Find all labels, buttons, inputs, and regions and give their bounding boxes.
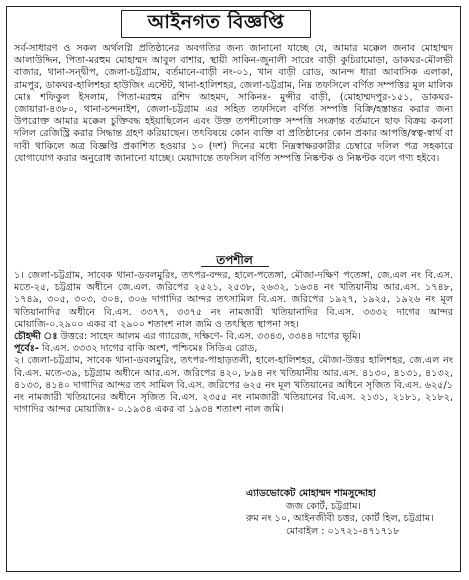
east-line bbox=[14, 343, 453, 355]
signature-block bbox=[246, 488, 456, 538]
schedule-heading: তপশীল bbox=[216, 253, 253, 267]
notice-body bbox=[14, 43, 453, 165]
signature-name: এ্যাডভোকেট মোহাম্মদ শামসুদ্দোহা bbox=[246, 488, 376, 499]
boundary-text: উত্তরে: সাহেদ আলম এর গ্যারেজ, দক্ষিণে- বি.এস. ৩৩৪৩, ৩৩৪৪ দাগের ভূমি। bbox=[60, 331, 361, 343]
schedule-item-2: ২। জেলা-চট্টগ্রাম, সাবেক থানা-ডবলমুরিং, তৎপর-পাহাড়তলী, হালে-হালিশহর, মৌজা-উত্তর হালিশহর, জে.এল নং বি.এস. মতে-৩৯, চট্টগ্রাম অধীনে আর.এস. জরিপের ৪২০, ৮৯৪ নং খতিয়ানীয় আর.এস. ৪১৩০, ৪১৩১, ৪১৩২, ৪১৩৩, ৪১৪০ দাগাদির আন্দর তৎ সামিল বি.এস. জরিপের ৬২৫ নং মূল খতিয়ানের অধিনে সৃজিত বি.এস. ৬২৫/১ নং নামজারী খতিয়ানের অধীনে সৃজিত বি.এস. ২৩৫৫ নং নামজারী খতিয়ানের বি.এস. ২১৩১, ২১৮১, ২১৮২, দাগাদির আন্দর মোয়াজিঃ- ০.১৯৩৪ একর বা ১৯৩৪ শতাংশ নাল জমি। bbox=[14, 355, 453, 416]
signature-mobile: মোবাইল : ০১৭২১-৪৭১৭১৮ bbox=[286, 525, 400, 537]
schedule-section bbox=[14, 270, 453, 416]
signature-address: রুম নং ১০, আইনজীবী চত্তর, কোর্ট হিল, চট্টগ্রাম। bbox=[246, 513, 434, 525]
east-label: পূর্বেঃ- bbox=[14, 343, 39, 355]
boundary-label: চৌহদ্দী ঃ bbox=[14, 331, 58, 343]
signature-court: জজ কোর্ট, চট্টগ্রাম। bbox=[286, 500, 361, 512]
notice-title-box bbox=[121, 10, 311, 38]
notice-title: আইনগত বিজ্ঞপ্তি bbox=[147, 11, 285, 33]
notice-paragraph: সর্ব-সাধারণ ও সকল অর্থলগ্নি প্রতিষ্ঠানের অবগতির জন্য জানানো যাচ্ছে যে, আমার মক্কেল জনাব মোহাম্মদ আলাউদ্দিন, পিতা-মরহুম মোহাম্মদ আবুল বাশার, স্থায়ী সাকিন-জুনালী সারেং বাড়ী কুচিরামোড়া, ডাকঘর-মৌলভী বাজার, থানা-সন্দ্বীপ, জেলা-চট্টগ্রাম, বর্তমানে-বাড়ী নং-০১, খান বাড়ী রোড, আনন্দ ধারা আবাসিক এলাকা, রামপুর, ডাকঘর-হালিশহর হাউজিং এস্টেট, থানা-হালিশহর, জেলা-চট্টগ্রাম, নিম্ন তফসিলে বর্ণিত সম্পত্তির মূল মালিক মোঃ শফিকুল ইসলাম, পিতা-মরহুম রশিদ আহমদ, সাকিনঃ- মুন্সীর বাড়ী, (মোহাম্মদপুর-১৫১, ডাকঘর- জোয়ারা-৪৩৮০, থানা-চন্দনাইশ, জেলা-চট্টগ্রাম এর সহিত তফসিলে বর্ণিত সম্পত্তি বিক্রি/হস্তান্তর করার জন্য উপরোক্ত আমার মক্কেল চুক্তিবদ্ধ হইয়াছিলেন এবং উক্ত তপশীলোক্ত সম্পত্তি সংক্রান্ত বর্তমানে ছাফ বিক্রয় কবলা দলিল রেজিস্ট্রি করার সিদ্ধান্ত গ্রহণ করিয়াছেন। তৎবিষয়ে কোন ব্যক্তি বা প্রতিষ্ঠানের কোন প্রকার আপত্তি/স্বত্ব-স্বার্থ বা দাবী থাকিলে অত্র বিজ্ঞপ্তি প্রকাশিত হওয়ার ১০ (দশ) দিনের মধ্যে নিম্নস্বাক্ষরকারীর চেম্বারে দলিল পত্র সহকারে যোগাযোগ করার অনুরোধ জানানো যাচ্ছে। মেয়াদান্তে তফসিল বর্ণিত সম্পত্তি নিষ্কণ্টক ও নিষ্কণ্টক বলে গণ্য হইবে। bbox=[14, 43, 453, 164]
schedule-item-1: ১। জেলা-চট্টগ্রাম, সাবেক থানা-ডবলমুরিং, তৎপর-বন্দর, হালে-পতেঙ্গা, মৌজা-দক্ষিণ পতেঙ্গা, জে.এল নং বি.এস. মতে-২৫, চট্টগ্রাম অধীনে জে.এল. জরিপের ২৫২১, ২৫৩৮, ২৬৩২, ১৬৩৪ নং খতিয়ানীয় আর.এস. ১৭৪৮, ১৭৪৯, ৩০৫, ৩০৩, ৩০৪, ৩০৬ দাগাদির আন্দর তৎসামিল বি.এস. জরিপের ১৯২৭, ১৯২৫, ১৯২৬ নং মূল খতিয়ানাদির অধীনে বি.এস. ৩৩৭৭, ৩৩৭৫ নং নামজারী খতিয়ানাদির বি.এস. ৩৩৩২ দাগের আন্দর মোয়াজি-০.২৯০০ একর বা ২৯০০ শতাংশ নাল জমি ও তৎস্থিত স্থাপনা সহ। bbox=[14, 270, 453, 330]
schedule-heading-underline bbox=[201, 266, 269, 267]
east-text: বি.এস. ৩৩৩২ দাগের বাকি অংশ, পশ্চিমেঃ সিডিএ রোড, bbox=[41, 343, 258, 355]
boundary-line bbox=[14, 331, 453, 343]
